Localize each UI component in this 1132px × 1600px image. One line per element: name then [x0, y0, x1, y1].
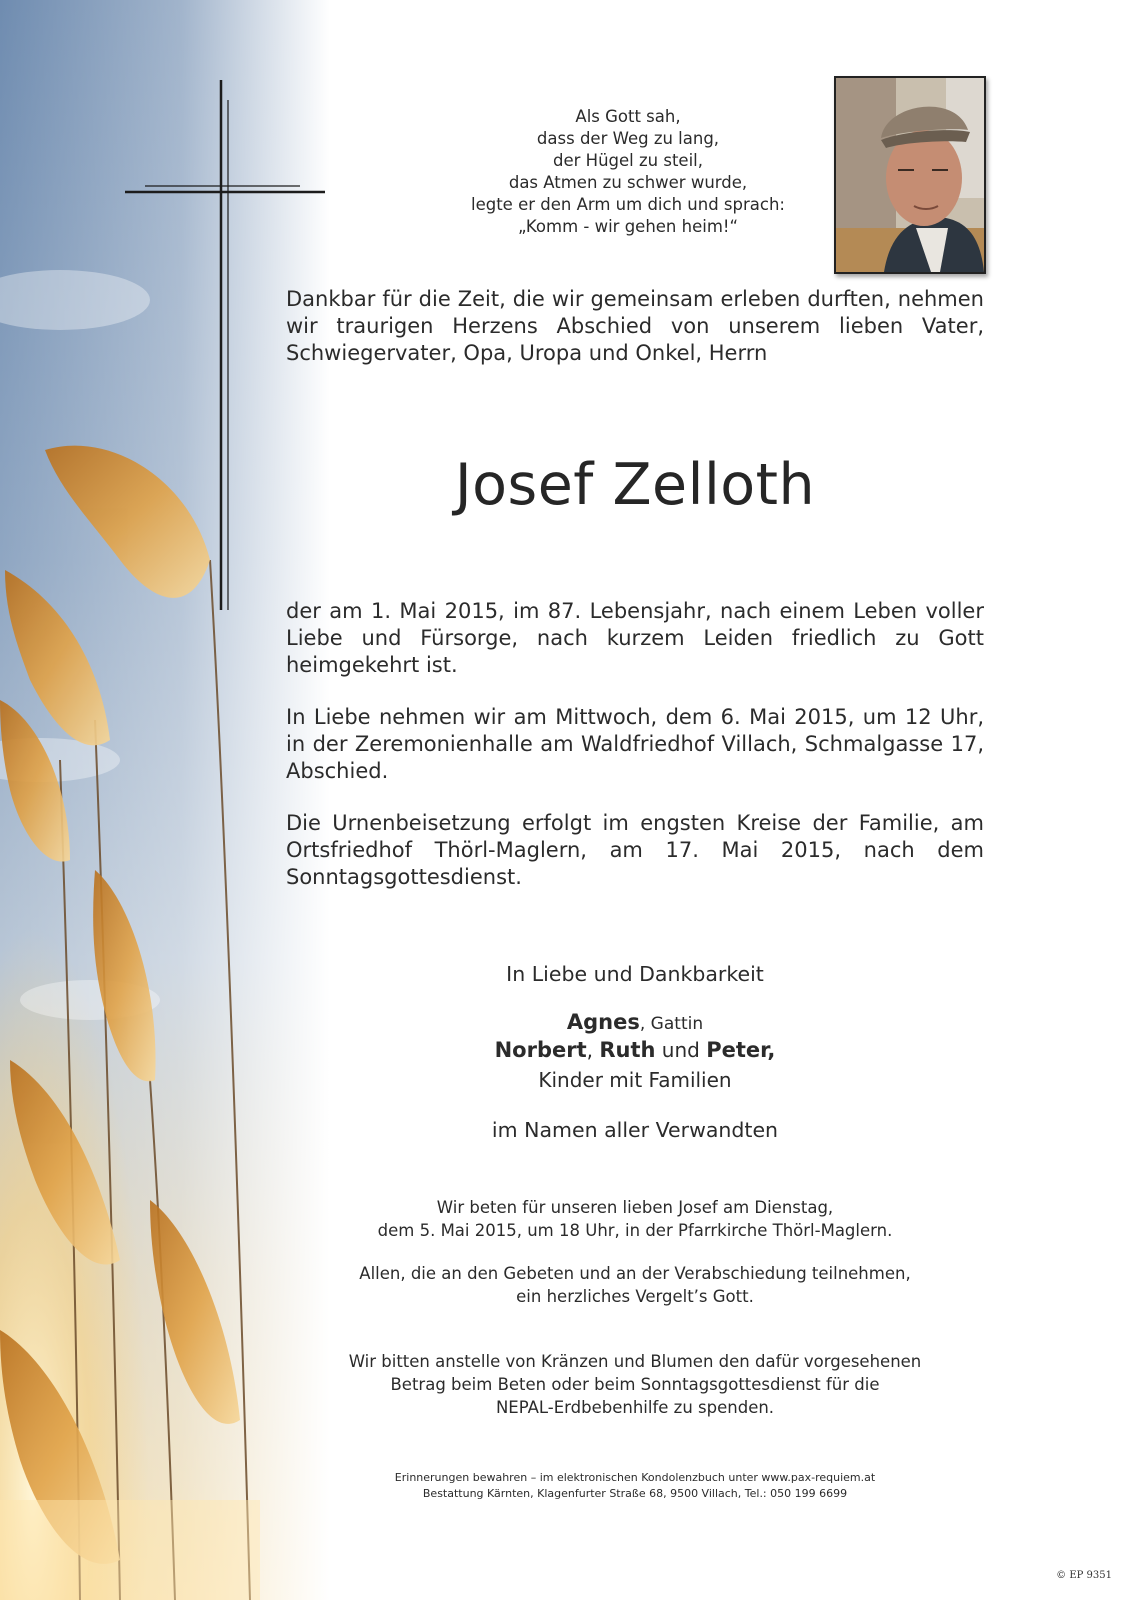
prayer-line: dem 5. Mai 2015, um 18 Uhr, in der Pfarrkirche Thörl-Maglern. [377, 1221, 893, 1240]
family-line-children [286, 1038, 984, 1062]
separator: , [586, 1038, 600, 1062]
prayer-paragraph [286, 1196, 984, 1242]
spouse-role: , Gattin [639, 1014, 704, 1034]
footer-line: Erinnerungen bewahren – im elektronischen Kondolenzbuch unter www.pax-requiem.at [394, 1471, 876, 1484]
donation-line: Betrag beim Beten oder beim Sonntagsgottesdienst für die [390, 1375, 880, 1394]
footer [286, 1470, 984, 1502]
poem [438, 106, 818, 238]
child-name: Ruth [599, 1038, 656, 1062]
donation-line: Wir bitten anstelle von Kränzen und Blumen den dafür vorgesehenen [348, 1352, 922, 1371]
child-name: Norbert [494, 1038, 587, 1062]
separator: , [767, 1038, 776, 1062]
poem-line: der Hügel zu steil, [553, 151, 703, 170]
thanks-line: Allen, die an den Gebeten und an der Verabschiedung teilnehmen, [359, 1264, 911, 1283]
urn-paragraph: Die Urnenbeisetzung erfolgt im engsten Kreise der Familie, am Ortsfriedhof Thörl-Maglern, am 17. Mai 2015, nach dem Sonntagsgottesdienst. [286, 811, 984, 889]
closing-line: In Liebe und Dankbarkeit [506, 962, 764, 986]
poem-line: „Komm - wir gehen heim!“ [517, 217, 739, 236]
deceased-name: Josef Zelloth [454, 452, 816, 518]
portrait-photo [834, 76, 986, 274]
footer-line: Bestattung Kärnten, Klagenfurter Straße 68, 9500 Villach, Tel.: 050 199 6699 [422, 1487, 848, 1500]
poem-line: dass der Weg zu lang, [536, 129, 720, 148]
poem-line: Als Gott sah, [575, 107, 681, 126]
thanks-line: ein herzliches Vergelt’s Gott. [516, 1287, 754, 1306]
farewell-paragraph: In Liebe nehmen wir am Mittwoch, dem 6. Mai 2015, um 12 Uhr, in der Zeremonienhalle am Waldfriedhof Villach, Schmalgasse 17, Abschied. [286, 705, 984, 783]
intro-paragraph: Dankbar für die Zeit, die wir gemeinsam erleben durften, nehmen wir traurigen Herzens Abschied von unserem lieben Vater, Schwiegervater, Opa, Uropa und Onkel, Herrn [286, 287, 984, 365]
death-paragraph: der am 1. Mai 2015, im 87. Lebensjahr, nach einem Leben voller Liebe und Fürsorge, nach kurzem Leiden friedlich zu Gott heimgekehrt ist. [286, 599, 984, 677]
donation-paragraph [286, 1350, 984, 1419]
poem-line: legte er den Arm um dich und sprach: [471, 195, 785, 214]
document-code: © EP 9351 [1056, 1570, 1112, 1581]
poem-line: das Atmen zu schwer wurde, [508, 173, 748, 192]
thanks-paragraph [286, 1262, 984, 1308]
spouse-name: Agnes [566, 1010, 640, 1034]
prayer-line: Wir beten für unseren lieben Josef am Dienstag, [436, 1198, 834, 1217]
separator: und [655, 1038, 707, 1062]
family-line-children-role: Kinder mit Familien [538, 1068, 732, 1092]
child-name: Peter [706, 1038, 768, 1062]
donation-line: NEPAL-Erdbebenhilfe zu spenden. [495, 1398, 775, 1417]
relatives-line: im Namen aller Verwandten [491, 1118, 779, 1142]
family-line-spouse [286, 1010, 984, 1034]
